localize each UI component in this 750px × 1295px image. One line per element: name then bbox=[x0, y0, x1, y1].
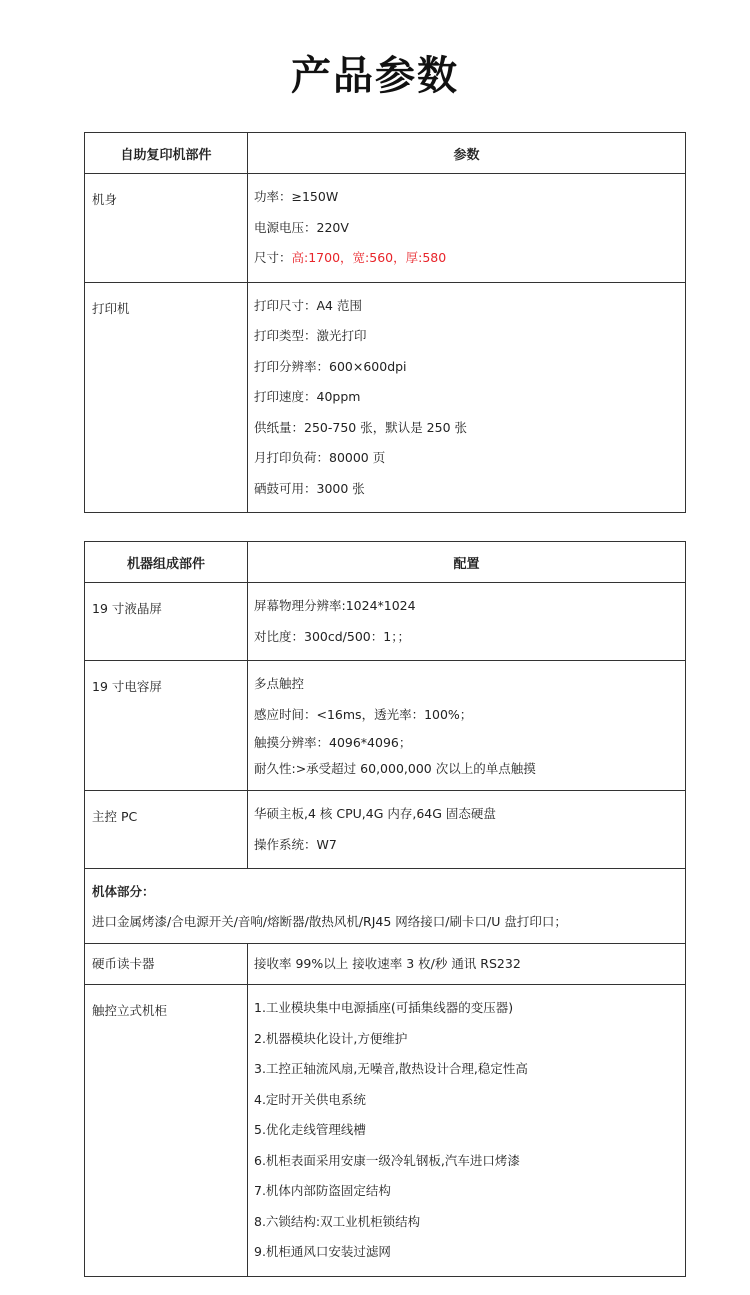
table-row bbox=[85, 282, 686, 513]
part-name: 19 寸液晶屏 bbox=[92, 601, 162, 616]
param-line: 硒鼓可用：3000 张 bbox=[254, 480, 365, 496]
param-line: 华硕主板,4 核 CPU,4G 内存,64G 固态硬盘 bbox=[254, 806, 496, 821]
column-header-part: 机器组成部件 bbox=[85, 542, 248, 583]
table-row-body-section bbox=[85, 869, 686, 944]
page-title: 产品参数 bbox=[291, 53, 459, 99]
param-line: 6.机柜表面采用安康一级冷轧钢板,汽车进口烤漆 bbox=[254, 1152, 520, 1168]
size-highlight: 高:1700，宽:560，厚:580 bbox=[291, 250, 447, 265]
param-line: 多点触控 bbox=[254, 676, 305, 691]
table-header-row bbox=[85, 542, 686, 583]
param-list bbox=[248, 283, 685, 513]
param-line: 4.定时开关供电系统 bbox=[254, 1091, 366, 1107]
param-line: 3.工控正轴流风扇,无噪音,散热设计合理,稳定性高 bbox=[254, 1061, 528, 1076]
param-list bbox=[248, 791, 685, 868]
param-line: 打印分辨率：600×600dpi bbox=[254, 358, 407, 374]
param-line: 供纸量：250-750 张，默认是 250 张 bbox=[254, 419, 468, 435]
part-name: 机身 bbox=[92, 192, 118, 207]
table-header-row bbox=[85, 133, 686, 174]
param-line: 月打印负荷：80000 页 bbox=[254, 450, 386, 465]
param-line: 电源电压：220V bbox=[254, 219, 349, 235]
param-list bbox=[248, 174, 685, 282]
table-row bbox=[85, 944, 686, 985]
part-name: 主控 PC bbox=[92, 809, 138, 824]
body-section bbox=[85, 869, 685, 943]
part-name: 触控立式机柜 bbox=[92, 1003, 168, 1018]
param-line: 1.工业模块集中电源插座(可插集线器的变压器) bbox=[254, 1000, 514, 1015]
param-line bbox=[254, 243, 685, 274]
column-header-part: 自助复印机部件 bbox=[85, 133, 248, 174]
param-line: 7.机体内部防盗固定结构 bbox=[254, 1183, 391, 1198]
part-name: 19 寸电容屏 bbox=[92, 679, 162, 694]
param-line: 5.优化走线管理线槽 bbox=[254, 1122, 366, 1137]
param-line: 打印尺寸：A4 范围 bbox=[254, 297, 362, 313]
param-line: 9.机柜通风口安装过滤网 bbox=[254, 1244, 391, 1259]
part-name: 打印机 bbox=[92, 300, 130, 316]
spec-table-components bbox=[84, 541, 686, 1277]
table-row bbox=[85, 791, 686, 869]
param-line: 感应时间：<16ms，透光率：100%； bbox=[254, 706, 473, 722]
param-line: 功率：≥150W bbox=[254, 189, 339, 204]
param-line: 操作系统：W7 bbox=[254, 836, 337, 852]
column-header-params: 参数 bbox=[248, 133, 686, 174]
param-line: 触摸分辨率：4096*4096； bbox=[254, 735, 412, 750]
param-line: 打印速度：40ppm bbox=[254, 389, 361, 404]
table-row bbox=[85, 661, 686, 791]
param-list bbox=[248, 583, 685, 660]
body-section-text: 进口金属烤漆/合电源开关/音响/熔断器/散热风机/RJ45 网络接口/刷卡口/U 盘打印口； bbox=[92, 914, 567, 929]
param-line: 2.机器模块化设计,方便维护 bbox=[254, 1030, 408, 1046]
param-line: 8.六锁结构:双工业机柜锁结构 bbox=[254, 1213, 421, 1229]
param-list bbox=[248, 661, 685, 790]
param-line: 屏幕物理分辨率:1024*1024 bbox=[254, 598, 416, 613]
table-row bbox=[85, 985, 686, 1277]
param-list bbox=[248, 985, 685, 1276]
table-row bbox=[85, 174, 686, 283]
param-prefix: 尺寸： bbox=[254, 250, 292, 265]
table-row bbox=[85, 583, 686, 661]
column-header-config: 配置 bbox=[248, 542, 686, 583]
param-line: 打印类型：激光打印 bbox=[254, 328, 367, 343]
body-section-title: 机体部分： bbox=[92, 884, 155, 899]
spec-table-copier bbox=[84, 132, 686, 513]
param-line: 耐久性:>承受超过 60,000,000 次以上的单点触摸 bbox=[254, 761, 536, 776]
param-line: 接收率 99%以上 接收速率 3 枚/秒 通讯 RS232 bbox=[254, 956, 521, 971]
param-line: 对比度：300cd/500：1；； bbox=[254, 628, 410, 644]
part-name: 硬币读卡器 bbox=[92, 956, 155, 971]
